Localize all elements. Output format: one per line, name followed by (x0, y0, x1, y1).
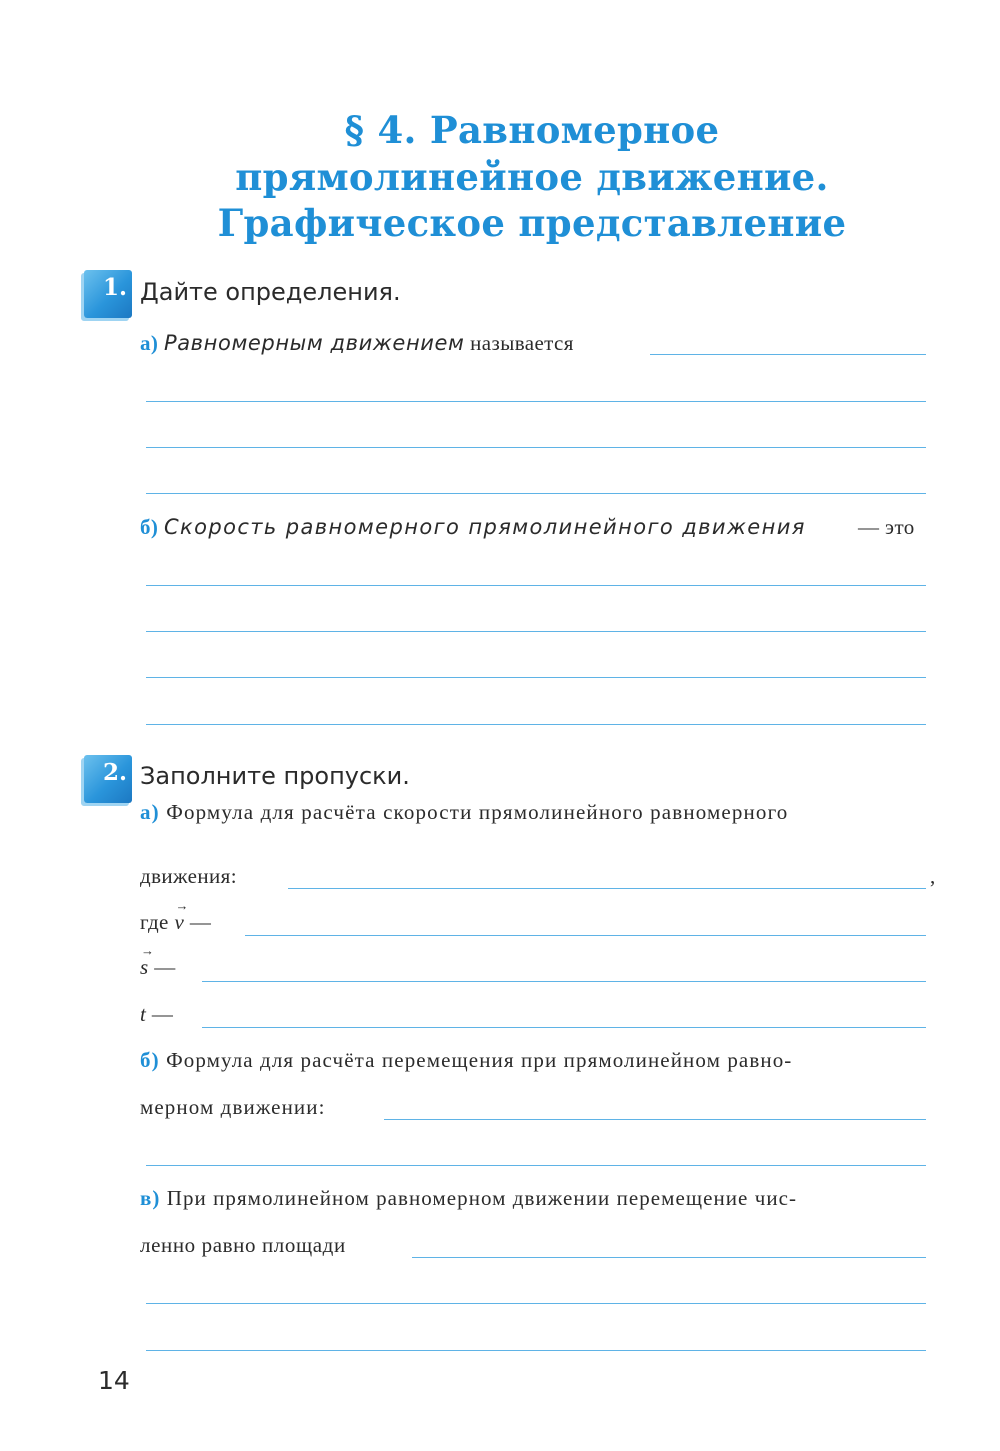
task-2b-text: Формула для расчёта перемещения при прямолинейном равно- (166, 1048, 793, 1072)
answer-line[interactable] (146, 585, 926, 586)
task-1a-label: а) (140, 331, 159, 355)
task-2a-line-2: движения: (140, 864, 237, 888)
task-1b-text: — это (858, 515, 915, 539)
answer-line[interactable] (146, 401, 926, 402)
section-title-line-1: § 4. Равномерное (344, 108, 720, 152)
task-2c-label: в) (140, 1186, 161, 1210)
answer-line[interactable] (202, 981, 926, 982)
velocity-vector-symbol: → v (174, 910, 184, 935)
task-2a-line-1 (140, 800, 788, 825)
answer-line[interactable] (146, 447, 926, 448)
task-1a-prompt (140, 331, 574, 356)
task-2c-line-1 (140, 1186, 797, 1211)
task-1b-label: б) (140, 515, 159, 539)
where-word: где (140, 910, 169, 934)
task-1a-term: Равномерным движением (163, 331, 465, 355)
answer-line[interactable] (146, 724, 926, 725)
task-2a-velocity-row (140, 910, 211, 935)
task-1-number: 1. (102, 274, 127, 301)
task-1-badge (84, 270, 132, 318)
answer-line[interactable] (384, 1119, 926, 1120)
answer-line[interactable] (146, 493, 926, 494)
task-1b-term: Скорость равномерного прямолинейного движения (163, 515, 806, 539)
section-title-line-2: прямолинейное движение. (235, 155, 829, 199)
answer-line[interactable] (146, 631, 926, 632)
answer-line[interactable] (146, 1350, 926, 1351)
time-symbol: t (140, 1002, 147, 1026)
task-1-heading: Дайте определения. (140, 278, 401, 306)
task-2-heading: Заполните пропуски. (140, 762, 410, 790)
answer-line[interactable] (650, 354, 926, 355)
task-2c-text: При прямолинейном равномерном движении перемещение чис- (166, 1186, 798, 1210)
page-number: 14 (98, 1366, 130, 1395)
task-2a-comma: , (930, 864, 936, 888)
velocity-dash: — (189, 910, 212, 934)
task-2b-label: б) (140, 1048, 160, 1072)
answer-line[interactable] (146, 1303, 926, 1304)
task-2c-line-2: ленно равно площади (140, 1233, 346, 1257)
time-dash: — (151, 1002, 174, 1026)
answer-line[interactable] (146, 677, 926, 678)
displacement-dash: — (154, 955, 176, 979)
answer-line[interactable] (146, 1165, 926, 1166)
task-1a-text: называется (470, 331, 574, 355)
task-2b-line-2: мерном движении: (140, 1095, 326, 1119)
task-2b-line-1 (140, 1048, 792, 1073)
task-2-badge (84, 755, 132, 803)
task-2a-text: Формула для расчёта скорости прямолинейного равномерного (166, 800, 789, 824)
answer-line[interactable] (202, 1027, 926, 1028)
task-2a-label: а) (140, 800, 160, 824)
section-title-line-3: Графическое представление (217, 201, 847, 245)
displacement-vector-symbol: → s (140, 955, 149, 980)
answer-line[interactable] (245, 935, 926, 936)
task-2a-time-row (140, 1002, 173, 1027)
answer-line[interactable] (412, 1257, 926, 1258)
task-2-number: 2. (102, 759, 127, 786)
task-1b-prompt (140, 515, 806, 540)
task-2a-displacement-row (140, 955, 176, 980)
answer-line[interactable] (288, 888, 926, 889)
